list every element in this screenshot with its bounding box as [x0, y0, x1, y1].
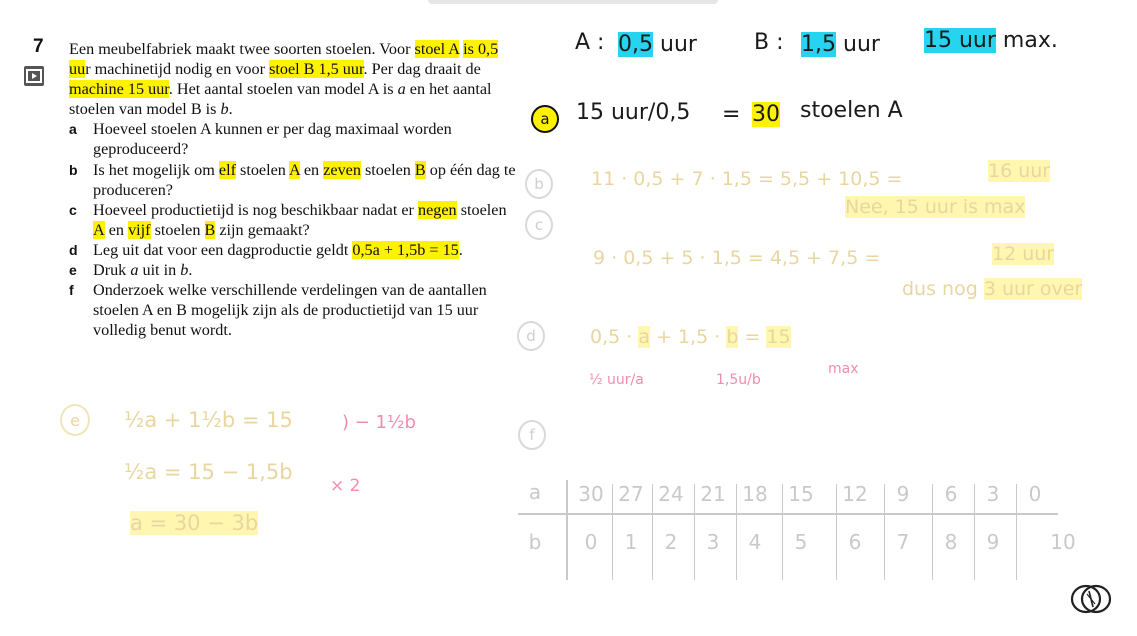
intro-segment: .	[228, 100, 233, 119]
table-cell-b: 0	[584, 530, 598, 554]
note-max: 15 uur max.	[924, 28, 1058, 53]
note-a-label: A :	[575, 30, 605, 55]
subquestion-segment: stoelen	[360, 160, 415, 179]
subquestion-segment: B	[204, 220, 216, 239]
table-cell-b: 5	[794, 530, 808, 554]
table-row-a-label: a	[528, 480, 542, 504]
intro-segment: stoel A	[414, 40, 460, 58]
subquestion-segment: A	[289, 160, 300, 179]
answer-d-sub-a: ½ uur/a	[589, 372, 644, 388]
answer-d-sub-b: 1,5u/b	[716, 372, 761, 388]
answer-b-line: 11 · 0,5 + 7 · 1,5 = 5,5 + 10,5 =	[591, 168, 903, 190]
subquestion-d	[69, 240, 519, 260]
intro-segment: . Het aantal stoelen van model A is	[168, 80, 398, 99]
table-cell-a: 3	[986, 482, 1000, 506]
answer-f-marker: f	[518, 420, 546, 450]
subquestion-label: f	[69, 282, 74, 299]
subquestion-segment: Hoeveel stoelen A kunnen er per dag maximaal worden geproduceerd?	[93, 120, 452, 159]
answer-e-op1: ) − 1½b	[342, 412, 416, 433]
subquestion-segment: negen	[417, 200, 457, 219]
subquestion-segment: stoelen	[456, 200, 507, 219]
table-cell-b: 10	[1050, 530, 1076, 554]
table-cell-a: 6	[944, 482, 958, 506]
table-cell-a: 9	[896, 482, 910, 506]
table-header-divider	[566, 480, 568, 580]
play-video-icon[interactable]	[24, 66, 44, 86]
table-column-divider	[652, 484, 653, 580]
table-column-divider	[836, 484, 837, 580]
subquestion-segment: Druk	[93, 261, 131, 280]
subquestion-text	[93, 240, 519, 260]
intro-segment: Een meubelfabriek maakt twee soorten stoelen. Voor	[69, 40, 415, 58]
subquestion-c	[69, 200, 519, 240]
note-a-value: 0,5 uur	[618, 32, 697, 57]
subquestion-segment: b	[180, 261, 189, 280]
answer-d-sub-max: max	[828, 361, 859, 377]
subquestion-text	[93, 200, 519, 240]
subquestion-segment: 0,5a + 1,5b = 15	[352, 240, 459, 259]
subquestion-segment: vijf	[128, 220, 151, 239]
subquestion-segment: A	[93, 220, 105, 239]
table-cell-b: 2	[664, 530, 678, 554]
note-b-label: B :	[754, 30, 784, 55]
problem-text	[69, 39, 519, 340]
intro-segment: machine 15 uur	[69, 80, 169, 99]
answer-a-result: 30	[752, 102, 780, 127]
answer-c-marker: c	[525, 210, 553, 240]
subquestion-segment: a	[130, 261, 139, 280]
table-row-b-label: b	[528, 530, 542, 554]
answer-e-line2: ½a = 15 − 1,5b	[124, 460, 293, 484]
subquestion-segment: Is het mogelijk om	[93, 160, 219, 179]
answer-a-marker: a	[531, 105, 559, 133]
intro-segment: en het aantal stoelen van model B is	[69, 80, 492, 119]
subquestion-segment: elf	[218, 160, 236, 179]
answer-c-line: 9 · 0,5 + 5 · 1,5 = 4,5 + 7,5 =	[593, 247, 881, 269]
answer-b-result: 16 uur	[988, 160, 1051, 182]
answer-e-line1: ½a + 1½b = 15	[124, 408, 293, 432]
intro-segment: . Per dag draait de	[363, 60, 481, 79]
table-column-divider	[932, 484, 933, 580]
table-cell-b: 9	[986, 530, 1000, 554]
note-b-value: 1,5 uur	[801, 32, 880, 57]
top-scroll-handle[interactable]	[428, 0, 718, 4]
brand-logo-icon[interactable]	[1068, 582, 1114, 616]
table-cell-a: 30	[578, 482, 604, 506]
subquestion-label: d	[69, 241, 78, 258]
table-cell-a: 15	[788, 482, 814, 506]
subquestion-segment: zeven	[323, 160, 361, 179]
subquestion-segment: en	[104, 220, 129, 239]
intro-segment: is 0,5 uu	[69, 40, 499, 79]
table-cell-a: 24	[658, 482, 684, 506]
subquestion-segment: Hoeveel productietijd is nog beschikbaar nadat er	[93, 200, 418, 219]
subquestion-segment: .	[458, 240, 463, 259]
table-cell-a: 0	[1028, 482, 1042, 506]
subquestion-label: a	[69, 121, 77, 138]
subquestion-segment: B	[414, 160, 426, 179]
subquestion-segment: stoelen	[235, 160, 290, 179]
table-column-divider	[612, 484, 613, 580]
subquestion-segment: stoelen	[150, 220, 205, 239]
subquestion-f	[69, 280, 519, 340]
table-cell-b: 7	[896, 530, 910, 554]
answer-c-result: 12 uur	[992, 243, 1055, 265]
subquestion-text	[93, 119, 519, 159]
question-number: 7	[33, 36, 44, 57]
subquestion-segment: Leg uit dat voor een dagproductie geldt	[93, 240, 353, 259]
table-cell-a: 18	[742, 482, 768, 506]
answer-d-line: 0,5 · a + 1,5 · b = 15	[590, 326, 791, 348]
table-column-divider	[736, 484, 737, 580]
answer-b-marker: b	[525, 169, 553, 199]
table-column-divider	[782, 484, 783, 580]
subquestion-segment: Onderzoek welke verschillende verdelingen van de aantallen stoelen A en B mogelijk zijn als de productietijd van 15 uur volledig benut wordt.	[93, 281, 487, 340]
subquestion-label: b	[69, 161, 78, 178]
table-row-divider	[518, 513, 1058, 515]
answer-e-line3: a = 30 − 3b	[130, 511, 259, 535]
table-column-divider	[694, 484, 695, 580]
subquestion-b	[69, 160, 519, 200]
problem-intro	[69, 39, 519, 119]
subquestion-segment: zijn gemaakt?	[215, 220, 310, 239]
answer-a-unit: stoelen A	[800, 98, 903, 123]
table-cell-b: 6	[848, 530, 862, 554]
table-column-divider	[974, 484, 975, 580]
table-column-divider	[884, 484, 885, 580]
intro-segment: a	[397, 80, 406, 99]
subquestion-label: c	[69, 201, 77, 218]
answer-b-note: Nee, 15 uur is max	[845, 196, 1026, 218]
table-cell-a: 27	[618, 482, 644, 506]
intro-segment: stoel B 1,5 uur	[269, 60, 364, 79]
answer-e-op2: × 2	[330, 476, 361, 496]
answer-e-marker: e	[60, 404, 90, 436]
intro-segment: r machinetijd nodig en voor	[85, 60, 270, 79]
subquestion-e	[69, 260, 519, 280]
subquestion-segment: .	[188, 261, 193, 280]
subquestion-a	[69, 119, 519, 159]
table-cell-a: 12	[842, 482, 868, 506]
answer-a-calc: 15 uur/0,5	[576, 100, 691, 125]
table-cell-b: 4	[748, 530, 762, 554]
table-column-divider	[1016, 484, 1017, 580]
table-cell-b: 3	[706, 530, 720, 554]
table-cell-b: 8	[944, 530, 958, 554]
answer-c-note: dus nog 3 uur over	[902, 278, 1083, 300]
subquestion-label: e	[69, 262, 77, 279]
answer-a-equals: =	[722, 102, 741, 127]
subquestion-text	[93, 160, 519, 200]
problem-subquestions	[69, 119, 519, 340]
table-cell-b: 1	[624, 530, 638, 554]
subquestion-text	[93, 260, 519, 280]
intro-segment: b	[220, 100, 229, 119]
subquestion-segment: uit in	[138, 261, 181, 280]
subquestion-segment: en	[299, 160, 324, 179]
table-cell-a: 21	[700, 482, 726, 506]
answer-d-marker: d	[517, 321, 545, 351]
subquestion-text	[93, 280, 519, 340]
subquestion-segment: op één dag te produceren?	[93, 160, 516, 199]
